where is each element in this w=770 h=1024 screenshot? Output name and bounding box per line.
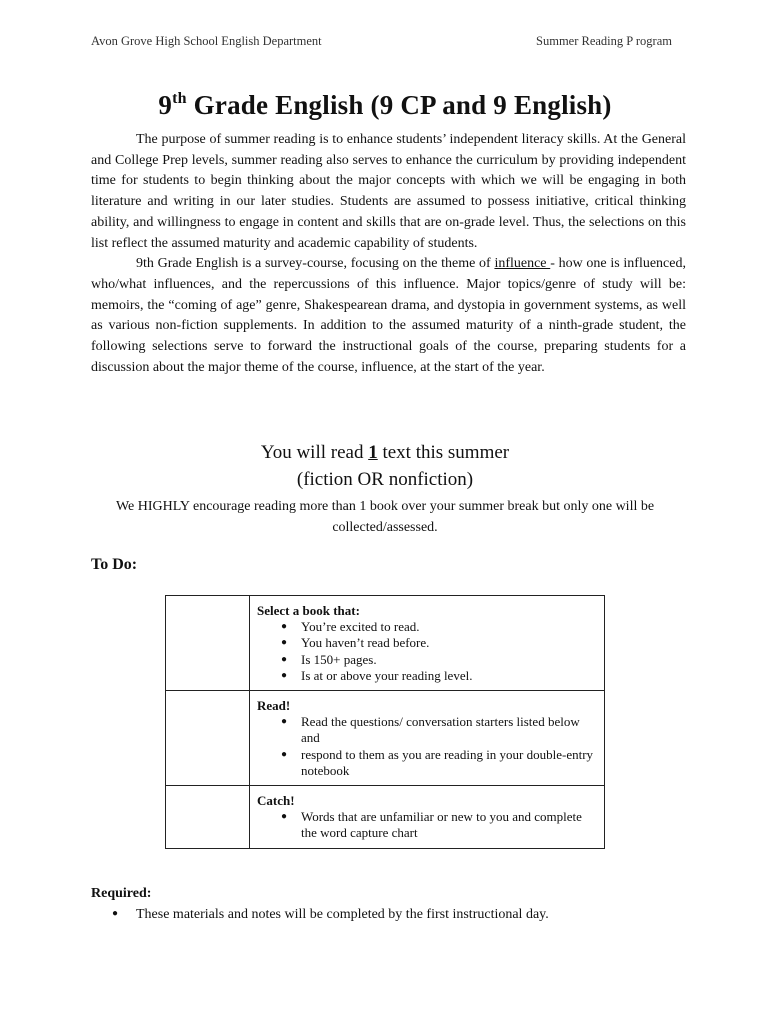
encourage-note: We HIGHLY encourage reading more than 1 book over your summer break but only one will be collected/assessed. xyxy=(115,499,655,535)
list-item-text: respond to them as you are reading in your double-entry notebook xyxy=(301,746,594,778)
todo-check-cell xyxy=(166,596,250,691)
todo-step-title: Read! xyxy=(257,698,291,714)
bullet-icon: ● xyxy=(281,637,288,649)
header-program: Summer Reading P rogram xyxy=(536,34,672,48)
header-department: Avon Grove High School English Department xyxy=(91,34,322,48)
list-item-text: Read the questions/ conversation starters listed below and xyxy=(301,714,580,746)
todo-heading: To Do: xyxy=(91,556,138,573)
intro-body xyxy=(91,130,686,378)
bullet-icon: ● xyxy=(281,716,288,728)
bullet-icon: ● xyxy=(281,621,288,633)
bullet-icon: ● xyxy=(281,653,288,665)
read-count-number: 1 xyxy=(368,442,378,463)
list-item-text: Is 150+ pages. xyxy=(301,651,377,667)
todo-step-list xyxy=(257,714,598,779)
bullet-icon: ● xyxy=(281,669,288,681)
todo-check-cell xyxy=(166,691,250,786)
required-list xyxy=(112,907,549,923)
list-item-text: You’re excited to read. xyxy=(301,619,420,635)
title-grade: 9 xyxy=(158,90,173,120)
todo-step-title: Catch! xyxy=(257,793,295,809)
required-heading: Required: xyxy=(91,886,152,901)
todo-content-cell xyxy=(250,691,605,786)
list-item xyxy=(281,714,598,746)
read-count-after: text this summer xyxy=(377,442,510,463)
todo-step-list xyxy=(257,619,598,684)
course-paragraph xyxy=(91,254,686,378)
read-count-line xyxy=(0,439,770,466)
bullet-icon: ● xyxy=(281,811,288,823)
title-rest: Grade English (9 CP and 9 English) xyxy=(186,90,612,120)
list-item xyxy=(281,619,598,635)
todo-step-list xyxy=(257,809,598,841)
todo-content-cell xyxy=(250,786,605,849)
influence-underlined: influence xyxy=(494,256,551,272)
list-item-text: Is at or above your reading level. xyxy=(301,667,473,683)
todo-table xyxy=(165,595,605,849)
list-item-text: Words that are unfamiliar or new to you and complete the word capture chart xyxy=(301,809,582,841)
list-item-text: You haven’t read before. xyxy=(301,635,430,651)
read-count-before: You will read xyxy=(260,442,369,463)
course-paragraph-start: 9th Grade English is a survey-course, focusing on the theme of xyxy=(136,256,495,272)
todo-row xyxy=(166,786,605,849)
fiction-nonfiction-line: (fiction OR nonfiction) xyxy=(296,469,474,490)
list-item xyxy=(281,635,598,651)
todo-step-title: Select a book that: xyxy=(257,603,360,618)
list-item xyxy=(281,668,598,684)
purpose-paragraph: The purpose of summer reading is to enhance students’ independent literacy skills. At the General and College Prep levels, summer reading also serves to enhance the curriculum by providing independent time for students to begin thinking about the major concepts with which we will be engaging in both literature and writing in our later studies. Students are assumed to possess initiative, critical thinking ability, and willingness to engage in content and skills that are on-grade level. Thus, the selections on this list reflect the assumed maturity and academic capability of students. xyxy=(91,132,686,251)
todo-check-cell xyxy=(166,786,250,849)
list-item xyxy=(112,907,549,923)
list-item xyxy=(281,747,598,779)
list-item xyxy=(281,652,598,668)
course-paragraph-end: - how one is influenced, who/what influences, and the repercussions of this influence. Major topics/genre of study will be: memoirs, the “coming of age” genre, Shakespearean drama, and dystopia in government systems, as well as various non-fiction supplements. In addition to the assumed maturity of a ninth-grade student, the following selections serve to forward the instructional goals of the course, preparing students for a discussion about the major theme of the course, influence, at the start of the year. xyxy=(91,256,686,375)
bullet-icon: ● xyxy=(112,908,119,919)
bullet-icon: ● xyxy=(281,748,288,760)
todo-row xyxy=(166,596,605,691)
todo-content-cell xyxy=(250,596,605,691)
page-title xyxy=(0,90,770,121)
todo-row xyxy=(166,691,605,786)
title-superscript: th xyxy=(172,90,187,107)
list-item xyxy=(281,809,598,841)
list-item-text: These materials and notes will be completed by the first instructional day. xyxy=(136,907,549,922)
running-header xyxy=(91,34,672,50)
reading-requirement xyxy=(0,439,770,538)
